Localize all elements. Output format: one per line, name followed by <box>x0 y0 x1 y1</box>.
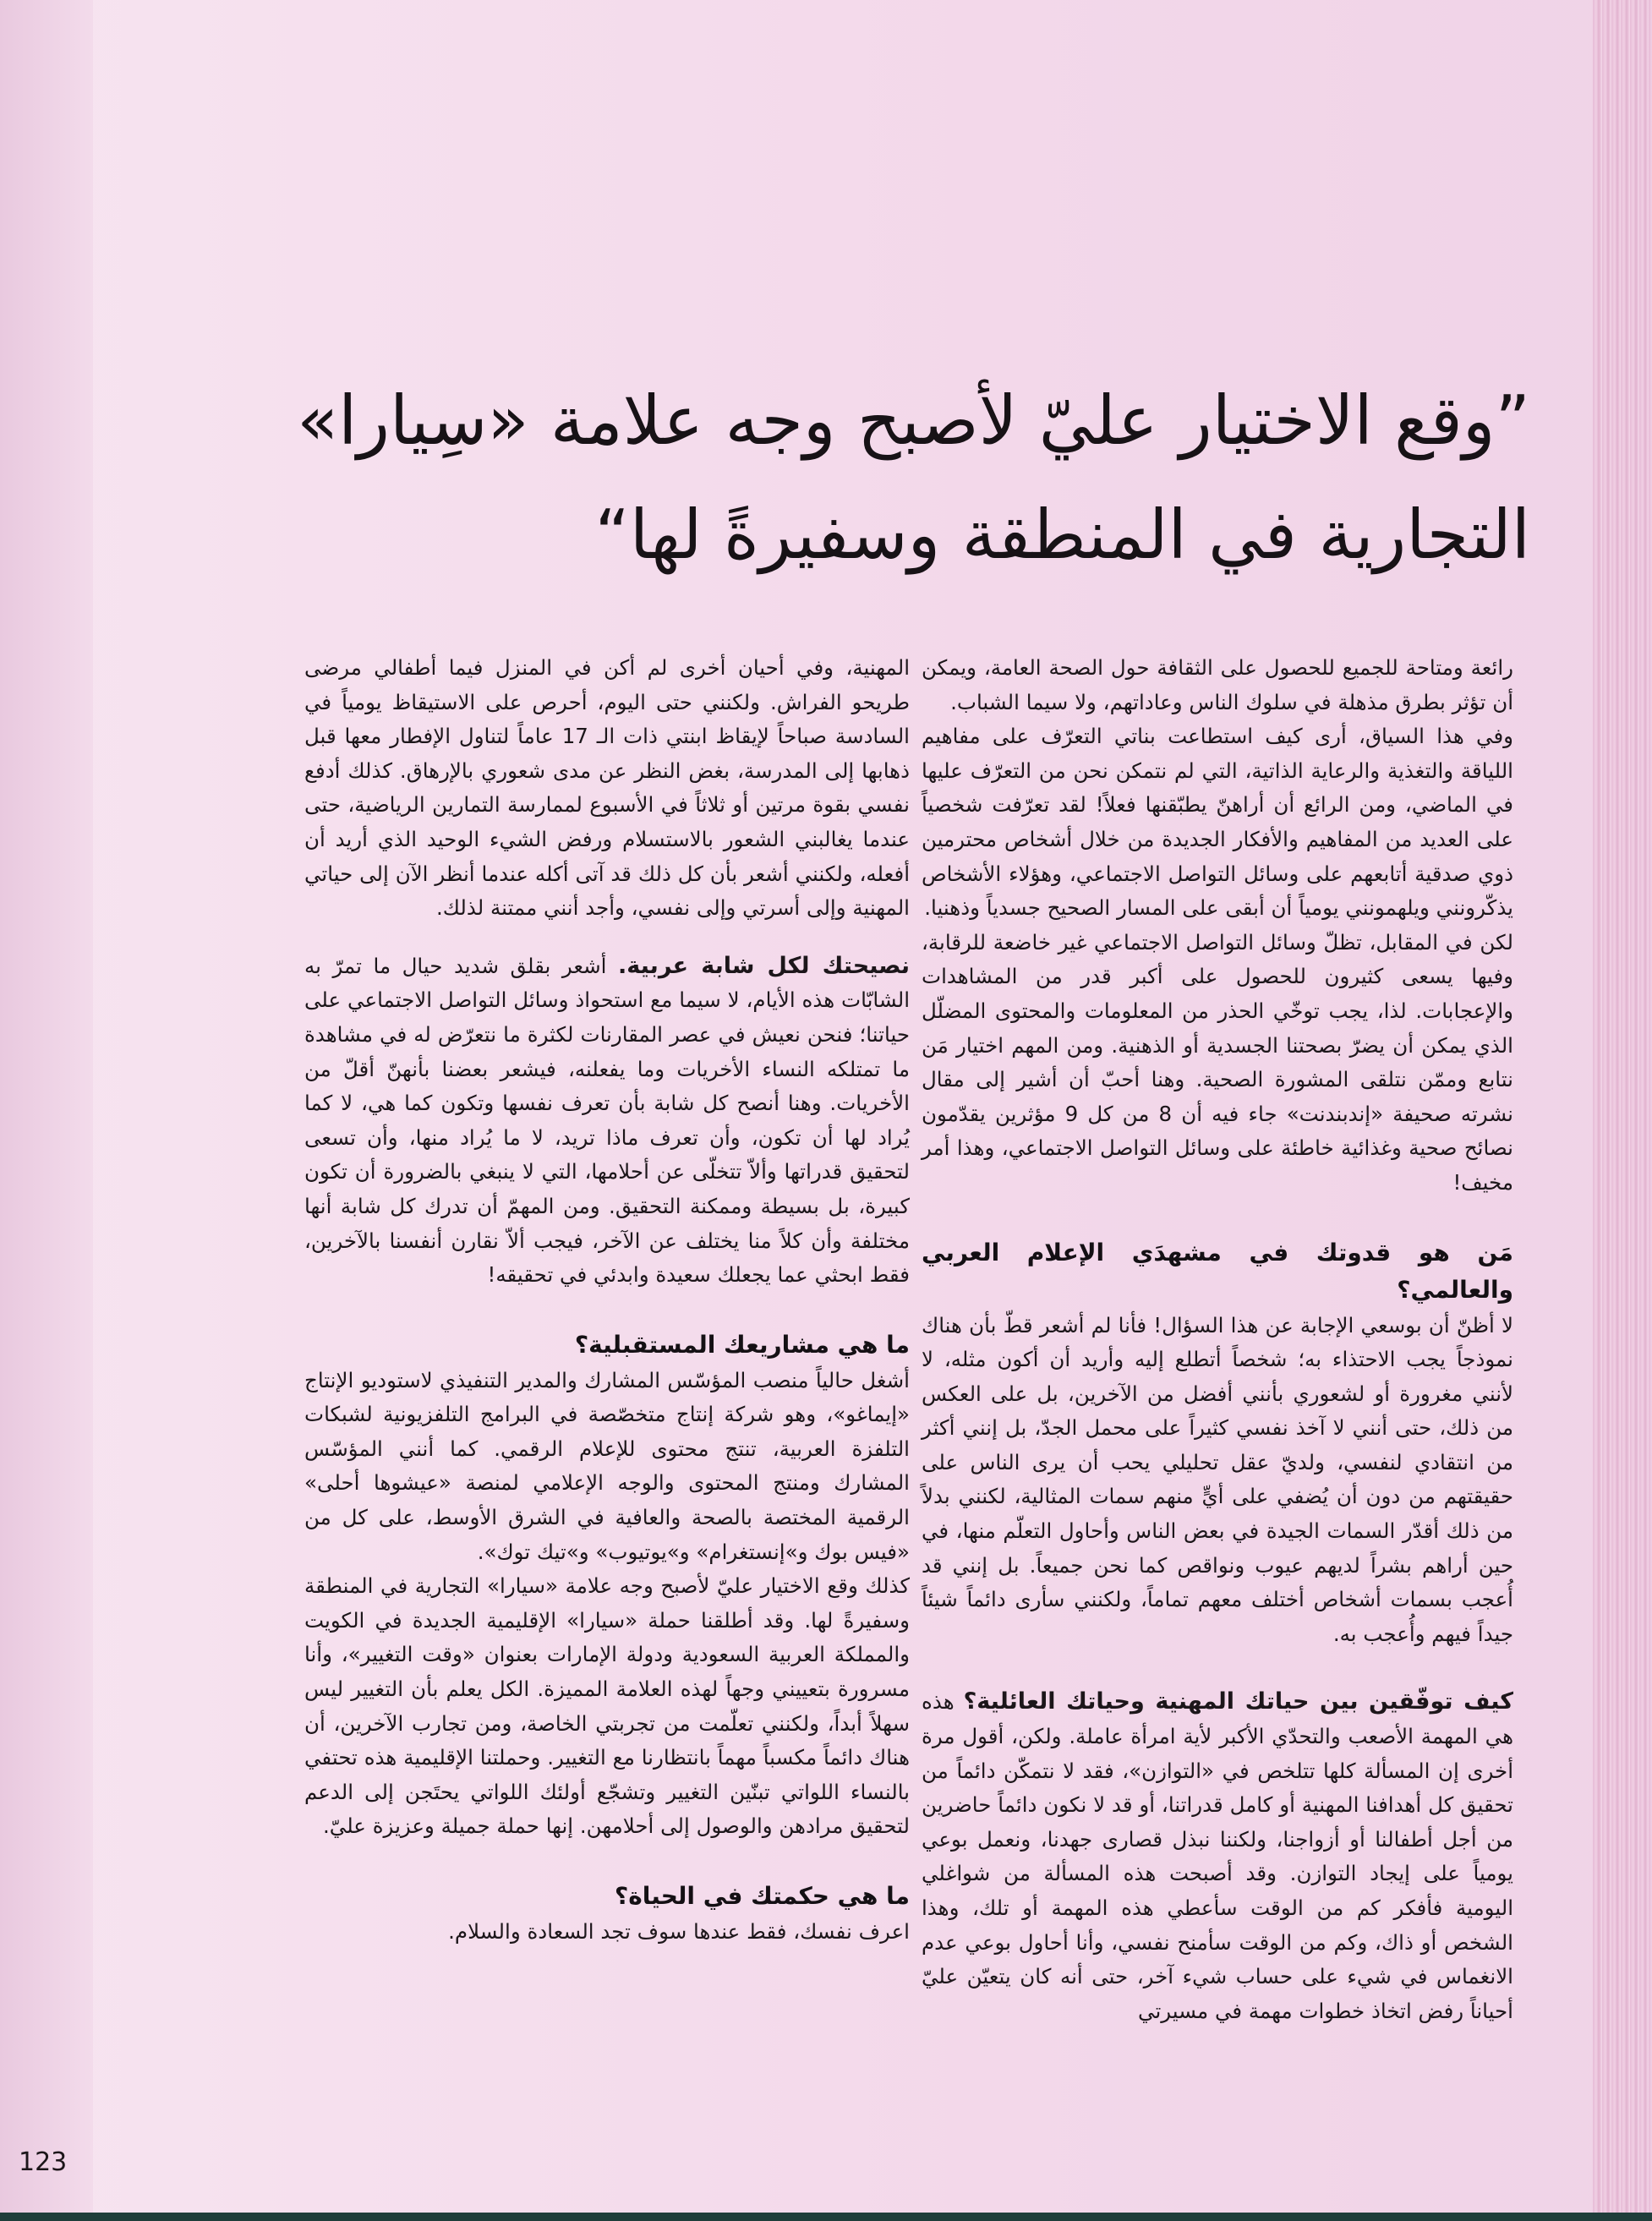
paragraph: لا أظنّ أن بوسعي الإجابة عن هذا السؤال! فأنا لم أشعر قطّ بأن هناك نموذجاً يجب الاحتذاء به؛ شخصاً أتطلع إليه وأريد أن أكون مثله، لا لأنني مغرورة أو لشعوري بأنني أفضل من الآخرين، بل على العكس من ذلك، حتى أنني لا آخذ نفسي كثيراً على محمل الجدّ، بل إنني أكثر من انتقادي لنفسي، ولديّ عقل تحليلي يحب أن يرى الناس على حقيقتهم من دون أن يُضفي على أيٍّ منهم سمات المثالية، لكنني بدلاً من ذلك أقدّر السمات الجيدة في بعض الناس وأحاول التعلّم منها، في حين أراهم بشراً لديهم عيوب ونواقص كما نحن جميعاً. بل إنني قد أُعجب بسمات أشخاص أختلف معهم تماماً، ولكنني سأرى دائماً شيئاً جيداً فيهم وأُعجب به. <box>922 1312 1513 1646</box>
page-number: 123 <box>19 2147 68 2177</box>
question-heading: ما هي مشاريعك المستقبلية؟ <box>574 1330 910 1359</box>
article-headline <box>279 364 1530 592</box>
question-heading: مَن هو قدوتك في مشهدَي الإعلام العربي والعالمي؟ <box>922 1238 1513 1304</box>
question-heading: كيف توفّقين بين حياتك المهنية وحياتك العائلية؟ <box>963 1688 1513 1715</box>
paragraph: كذلك وقع الاختيار عليّ لأصبح وجه علامة «سيارا» التجارية في المنطقة وسفيرةً لها. وقد أطلقنا حملة «سيارا» الإقليمية الجديدة في الكويت والمملكة العربية السعودية ودولة الإمارات بعنوان «وقت التغيير»، وأنا مسرورة بتعييني وجهاً لهذه العلامة المميزة. الكل يعلم بأن التغيير ليس سهلاً أبداً، ولكنني تعلّمت من تجربتي الخاصة، ومن تجارب الآخرين، أن هناك دائماً مكسباً مهماً بانتظارنا مع التغيير. وحملتنا الإقليمية هذه تحتفي بالنساء اللواتي تبنّين التغيير وتشجّع أولئك اللواتي يحتَجن إلى الدعم لتحقيق مرادهن والوصول إلى أحلامهن. إنها حملة جميلة وعزيزة عليّ. <box>304 1573 910 1839</box>
bottom-edge <box>0 2213 1652 2221</box>
paragraph-with-heading <box>304 949 910 1293</box>
paragraph-text: أشعر بقلق شديد حيال ما تمرّ به الشابّات هذه الأيام، لا سيما مع استحواذ وسائل التواصل الاجتماعي على حياتنا؛ فنحن نعيش في عصر المقارنات لكثرة ما نتعرّض له في مشاهدة ما تمتلكه النساء الأخريات وما يفعلنه، فيشعر بعضنا بأنهنّ أقلّ من الأخريات. وهنا أنصح كل شابة بأن تعرف نفسها وتكون كما هي، لا كما يُراد لها أن تكون، وأن تعرف ماذا تريد، لا ما يُراد منها، وأن تسعى لتحقيق قدراتها وألاّ تتخلّى عن أحلامها، التي لا ينبغي بالضرورة أن تكون كبيرة، بل بسيطة وممكنة التحقيق. ومن المهمّ أن تدرك كل شابة أنها مختلفة وأن كلاً منا يختلف عن الآخر، فيجب ألاّ نقارن أنفسنا بالآخرين، فقط ابحثي عما يجعلك سعيدة وابدئي في تحقيقه! <box>304 953 910 1288</box>
page-binding-shadow <box>0 0 93 2221</box>
advice-heading: نصيحتك لكل شابة عربية. <box>618 952 910 979</box>
paragraph-with-heading <box>922 1685 1513 2028</box>
paragraph: رائعة ومتاحة للجميع للحصول على الثقافة حول الصحة العامة، ويمكن أن تؤثر بطرق مذهلة في سلوك الناس وعاداتهم، ولا سيما الشباب. <box>922 655 1513 714</box>
paragraph: لكن في المقابل، تظلّ وسائل التواصل الاجتماعي غير خاضعة للرقابة، وفيها يسعى كثيرون للحصول على أكبر قدر من المشاهدات والإعجابات. لذا، يجب توخّي الحذر من المعلومات والمحتوى المضلّل الذي يمكن أن يضرّ بصحتنا الجسدية أو الذهنية. ومن المهم اختيار مَن نتابع وممّن نتلقى المشورة الصحية. وهنا أحبّ أن أشير إلى مقال نشرته صحيفة «إندبندنت» جاء فيه أن 8 من كل 9 مؤثرين يقدّمون نصائح صحية وغذائية خاطئة على وسائل التواصل الاجتماعي، وهذا أمر مخيف! <box>922 929 1513 1195</box>
paragraph: المهنية، وفي أحيان أخرى لم أكن في المنزل فيما أطفالي مرضى طريحو الفراش. ولكنني حتى اليوم، أحرص على الاستيقاظ يومياً في السادسة صباحاً لإيقاظ ابنتي ذات الـ 17 عاماً لتناول الإفطار معها قبل ذهابها إلى المدرسة، بغض النظر عن مدى شعوري بالإرهاق. كذلك أدفع نفسي بقوة مرتين أو ثلاثاً في الأسبوع لممارسة التمارين الرياضية، حتى عندما يغالبني الشعور بالاستسلام ورفض الشيء الوحيد الذي أريد أن أفعله، ولكنني أشعر بأن كل ذلك قد آتى أكله عندما أنظر الآن إلى حياتي المهنية وإلى أسرتي وإلى نفسي، وأجد أنني ممتنة لذلك. <box>304 655 910 921</box>
right-text-column <box>922 651 1513 2028</box>
headline-line-1: ”وقع الاختيار عليّ لأصبح وجه علامة «سِيارا» <box>297 381 1530 460</box>
left-text-column <box>304 651 910 1950</box>
paragraph: وفي هذا السياق، أرى كيف استطاعت بناتي التعرّف على مفاهيم اللياقة والتغذية والرعاية الذاتية، التي لم نتمكن نحن من التعرّف عليها في الماضي، ومن الرائع أن أراهنّ يطبّقنها فعلاً! لقد تعرّفت شخصياً على العديد من المفاهيم والأفكار الجديدة من خلال أشخاص محترمين ذوي صدقية أتابعهم على وسائل التواصل الاجتماعي، وهؤلاء الأشخاص يذكّرونني ويلهمونني يومياً أن أبقى على المسار الصحيح جسدياً وذهنيا. <box>922 724 1513 921</box>
page-edge <box>1593 0 1652 2221</box>
paragraph: أشغل حالياً منصب المؤسّس المشارك والمدير التنفيذي لاستوديو الإنتاج «إيماغو»، وهو شركة إنتاج متخصّصة في البرامج التلفزيونية لشبكات التلفزة العربية، تنتج محتوى للإعلام الرقمي. كما أنني المؤسّس المشارك ومنتج المحتوى والوجه الإعلامي لمنصة «عيشوها أحلى» الرقمية المختصة بالصحة والعافية في الشرق الأوسط، على كل من «فيس بوك و»إنستغرام» و»يوتيوب» و»تيك توك». <box>304 1367 910 1564</box>
question-heading: ما هي حكمتك في الحياة؟ <box>615 1882 910 1910</box>
headline-line-2: التجارية في المنطقة وسفيرةً لها“ <box>594 495 1530 574</box>
paragraph-text: هذه هي المهمة الأصعب والتحدّي الأكبر لأية امرأة عاملة. ولكن، أقول مرة أخرى إن المسألة كلها تتلخص في «التوازن»، فقد لا نتمكّن دائماً من تحقيق كل أهدافنا المهنية أو كامل قدراتنا، أو قد لا نكون دائماً حاضرين من أجل أطفالنا أو أزواجنا، ولكننا نبذل قصارى جهدنا، ونعمل بوعي يومياً على إيجاد التوازن. وقد أصبحت هذه المسألة من شواغلي اليومية فأفكر كم من الوقت سأعطي هذه المهمة أو تلك، وهذا الشخص أو ذاك، وكم من الوقت سأمنح نفسي، وأنا أحاول بوعي عدم الانغماس في شيء على حساب شيء آخر، حتى أنه كان يتعيّن عليّ أحياناً رفض اتخاذ خطوات مهمة في مسيرتي <box>922 1689 1513 2023</box>
paragraph: اعرف نفسك، فقط عندها سوف تجد السعادة والسلام. <box>448 1919 910 1944</box>
